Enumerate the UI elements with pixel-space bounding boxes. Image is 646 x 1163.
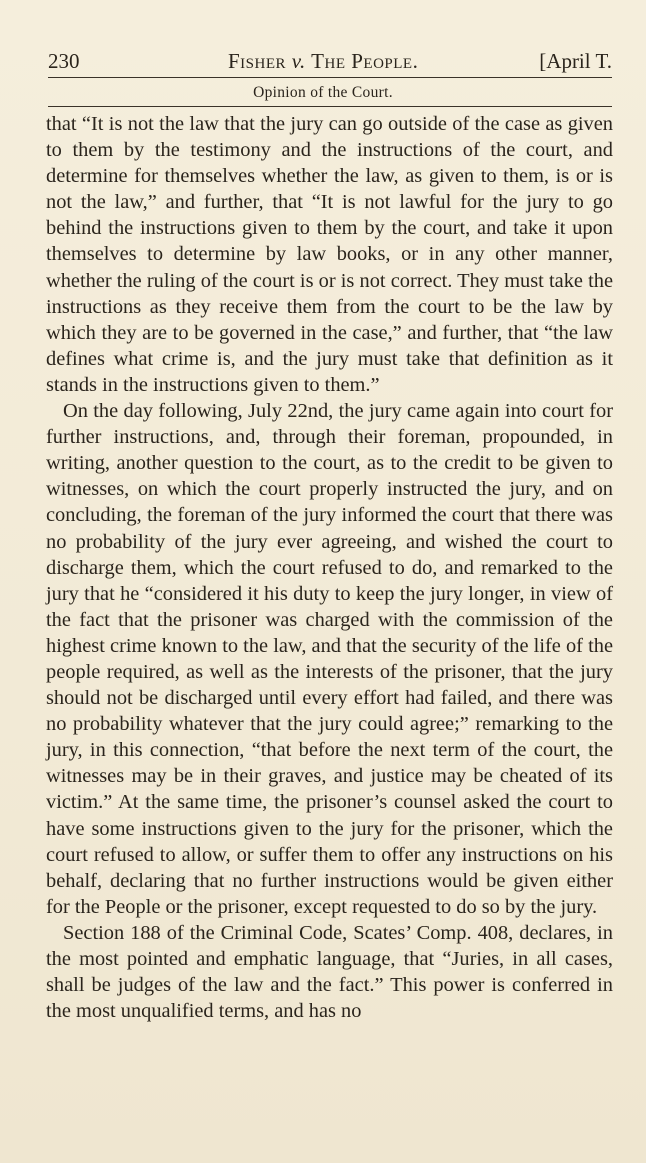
running-head <box>48 46 612 78</box>
paragraph-continued: that “It is not the law that the jury can go outside of the case as given to them by the testimony and the instructions of the court, and determine for themselves whether the law, as given to them, is or is not the law,” and further, that “It is not lawful for the jury to go behind the instructions given to them by the court, and take it upon themselves to determine by law books, or in any other manner, whether the ruling of the court is or is not correct. They must take the instructions as they receive them from the court to be the law by which they are to be governed in the case,” and further, that “the law defines what crime is, and the jury must take that definition as it stands in the instructions given to them.” <box>46 113 613 396</box>
case-title <box>228 46 418 76</box>
case-title-versus: v. <box>291 49 306 73</box>
term-label: [April T. <box>539 49 612 73</box>
body-text <box>46 111 613 1024</box>
section-subheading: Opinion of the Court. <box>253 84 393 101</box>
paragraph-jury-deliberation: On the day following, July 22nd, the jury came again into court for further instructions, and, through their foreman, propounded, in writing, another question to the court, as to the credit to be given to witnesses, on which the court properly instructed the jury, and on concluding, the foreman of the jury informed the court that there was no probability of the jury ever agreeing, and wished the court to discharge them, which the court refused to do, and remarked to the jury that he “considered it his duty to keep the jury longer, in view of the fact that the prisoner was charged with the commission of the highest crime known to the law, and that the security of the life of the people required, as well as the interests of the prisoner, that the jury should not be discharged until every effort had failed, and there was no probability whatever that the jury could agree;” remarking to the jury, in this connection, “that before the next term of the court, the witnesses may be in their graves, and justice may be cheated of its victim.” At the same time, the prisoner’s counsel asked the court to have some instructions given to the jury for the prisoner, which the court refused to allow, or suffer them to offer any instructions on his behalf, declaring that no further instructions would be given either for the People or the prisoner, except requested to do so by the jury. <box>46 400 613 918</box>
case-title-right: The People. <box>305 49 419 73</box>
paragraph-section-188: Section 188 of the Criminal Code, Scates’ Comp. 408, declares, in the most pointed and emphatic language, that “Juries, in all cases, shall be judges of the law and the fact.” This power is conferred in the most unqualified terms, and has no <box>46 921 613 1023</box>
case-title-left: Fisher <box>228 49 292 73</box>
header-rule-bottom <box>48 106 612 107</box>
header-rule-top <box>48 77 612 78</box>
page-number: 230 <box>48 49 80 73</box>
